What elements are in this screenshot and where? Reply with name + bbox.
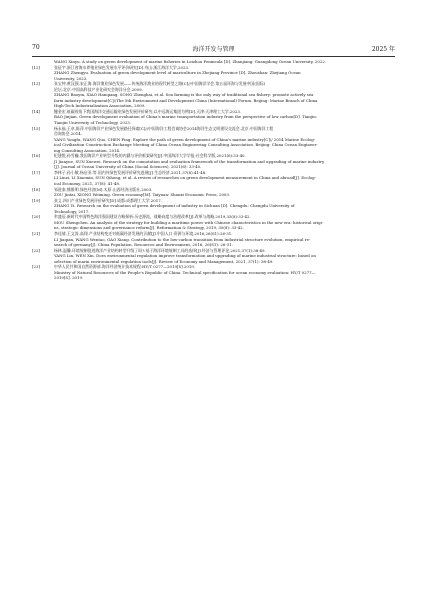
reference-entry	[32, 153, 395, 170]
header-rule	[32, 56, 395, 57]
reference-number: [22]	[32, 247, 40, 253]
reference-number: [14]	[32, 108, 40, 114]
reference-number: [15]	[32, 125, 40, 131]
reference-number: [16]	[32, 153, 40, 159]
reference-entry	[32, 81, 395, 109]
reference-line: LI Jiaqian, WANG Wentao, GAO Xiang. Contribution to the low-carbon transition from industrial structure evolution, empirical re-	[54, 236, 311, 242]
reference-number: [19]	[32, 197, 40, 203]
reference-number: [20]	[32, 214, 40, 220]
reference-entry	[32, 231, 395, 248]
reference-line: 杨林,温馨.环境规制促进海洋产业结构转型升级了吗?:基于海洋环境规制工具的选择[J].经济与管理评论,2021,37(1):38-49.	[54, 247, 266, 253]
reference-line: LI Linzi, LI Xiaomin, SUN Qihong, et al. A review of researches on green development measurement in China and abroad[J]. Ecolog-	[54, 175, 316, 181]
reference-line: University, 2022.	[292, 59, 327, 64]
reference-line: 张义.四川产业绿色发展评价研究[D].成都:成都理工大学,2017.	[54, 197, 162, 203]
reference-line: ing Consulting Association, 2014.	[54, 147, 121, 153]
reference-entry	[32, 65, 395, 82]
reference-line: ical Economy, 2021, 37(8): 41-48.	[54, 181, 121, 187]
reference-number: [18]	[32, 186, 40, 192]
reference-line: 张宝仲,黄汉强,宋正海.海洋渔业绿色发展——传统海洋渔业的现代转型之路[C]//中国海洋学会.第五届环海与发展中国(国际)	[54, 81, 266, 87]
reference-line: Technology, 2017.	[54, 208, 90, 214]
reference-line: University, 2023.	[54, 75, 88, 81]
reference-line: ical Civilization Construction Exchange Meeting of China Ocean Engineering Consulting Association. Beijing: China Ocean Engineer-	[54, 142, 318, 148]
reference-line: 张征宇.浙江省海水养殖业绿色发展水平评价研究[D].舟山:浙江海洋大学,2023.	[54, 64, 190, 70]
reference-line: ZHANG Yi. Research on the evaluation of green development of industry in Sichuan [D]. Chengdu: Chengdu University of	[54, 203, 295, 209]
journal-title: 海洋开发与管理	[192, 46, 235, 53]
reference-line: 杨永福,王卓,陈萍.中国海洋产业绿色发展路径探索[C]//中国海洋工程咨询协会2014海洋生态文明建设交流会.北京:中国海洋工程	[54, 125, 274, 131]
reference-line: 牟盛辰.新时代中国特色海洋强国建设方略探析:历史源流、战略向度与治理改革[J].改革与战略,2019,35(8):33-42.	[54, 214, 251, 220]
reference-line: BAO Jinjian. Green development evaluation of China's marine transportation industry from the perspective of low carbon[D]. Tianjin:	[54, 114, 318, 120]
reference-line: 邹进泰,熊维明.绿色经济[M].太原:山西经济出版社,2003.	[54, 186, 153, 192]
reference-line: 纪建悦,孙雪巍.我国海洋产业转型升级的内涵与评价框架研究[J].中国海洋大学学报:社会科学版,2021(6):33-40.	[54, 153, 246, 159]
reference-line: ZHANG Baoyin, XIAO Hanqiang, SONG Zhenghai, et al. Sea farming is the only way of traditional sea fishery: promote actively sea	[54, 92, 314, 98]
reference-number: [21]	[32, 230, 40, 236]
reference-number: [13]	[32, 81, 40, 87]
reference-line: MOU Shengchen. An analysis of the strategy for building a maritime power with Chinese characteristics in the new era: historical origi-	[54, 219, 324, 225]
reference-entry	[32, 198, 395, 215]
reference-line: Ministry of Natural Resources of the People's Republic of China. Technical specification for ocean economy evaluation: HY/T 0277—	[54, 269, 316, 275]
reference-line: ZHANG Zhengyu. Evaluation of green development level of mariculture in Zhejiang Province [D]. Zhoushan: Zhejiang Ocean	[54, 70, 301, 76]
reference-entry	[32, 109, 395, 126]
page-header	[32, 44, 395, 56]
reference-list	[32, 59, 395, 281]
reference-line: ZOU Jintai, XIONG Weiming. Green economy[M]. Taiyuan: Shanxi Economic Press, 2003.	[54, 192, 231, 198]
reference-line: 李林子,孙小敏,杨启亚.等.国内外绿色发展评价研究进展[J].生态经济,2021,37(8):41-48.	[54, 169, 207, 175]
reference-number: [23]	[32, 264, 40, 270]
reference-line: Tianjin University of Technology, 2023.	[54, 120, 132, 126]
reference-line: search of germany[J]. China Population, Resources and Environment, 2016, 26(S1): 26-31.	[54, 242, 233, 248]
reference-entry	[32, 248, 395, 265]
reference-line: 论坛.北京:中国高科技产业化研究会海洋分会,2009.	[54, 86, 143, 92]
reference-line: 鲍金宏.低碳视角下我国海洋交通运输业绿色发展评价研究:以中远海运集团为例[D].天津:天津理工大学,2023.	[54, 108, 242, 114]
reference-line: WANG Xinyu. A study on green development of marine fisheries in Leizhou Peninsula [D]. Zhanjiang: Guangdong Ocean	[54, 59, 292, 64]
header-year: 2025 年	[371, 46, 395, 53]
reference-line: YANG Yongfu, WANG Quo, CHEN Ping. Explore the path of green development of China's marine industry[C]// 2014 Marine Ecolog-	[54, 136, 316, 142]
reference-line: ns, strategic dimensions and governance reform[J]. Reformation & Strategy, 2019, 35(8): 33-42.	[54, 225, 244, 231]
reference-number: [17]	[32, 169, 40, 175]
reference-entry	[32, 187, 395, 198]
page-number: 70	[32, 44, 40, 51]
reference-line: selection of marin environmental regulation tools[J]. Review of Economy and Management, 2021, 37(1): 38-49.	[54, 258, 274, 264]
reference-line: 中华人民共和国自然资源部.海洋经济统计技术规程:HY/T 0277—2019[S].2019.	[54, 264, 196, 270]
reference-line: 咨询协会,2014.	[54, 131, 82, 137]
reference-entry	[32, 126, 395, 154]
reference-line: JI Jianyue, SUN Xuewei. Research on the connotation and evaluation framework of the transformation and upgrading of marine industry	[54, 158, 325, 164]
reference-line: 李佳倩,王文涛,高翔.产业结构变迁对低碳经济发展的贡献[J].中国人口·资源与环境,2016,26(S1):26-31.	[54, 230, 233, 236]
reference-number: [12]	[32, 64, 40, 70]
reference-line: farm industry development[C]//The 5th Environment and Development China (International) Forum. Beijing: Marine Branch of China	[54, 97, 318, 103]
reference-entry	[32, 214, 395, 231]
reference-entry	[32, 264, 395, 281]
reference-entry	[32, 170, 395, 187]
reference-line: YANG Lin, WEN Xin. Does environmental regulation improve transformation and upgrading of marine industrial structure: based on	[54, 253, 316, 259]
reference-line: 2019[S]. 2019.	[54, 275, 84, 281]
reference-line: [J]. Journal of Ocean University of China (Social Sciences), 2021(6): 33-40.	[54, 164, 202, 170]
reference-line: High-Tech Industrialization Association, 2009.	[54, 103, 146, 109]
